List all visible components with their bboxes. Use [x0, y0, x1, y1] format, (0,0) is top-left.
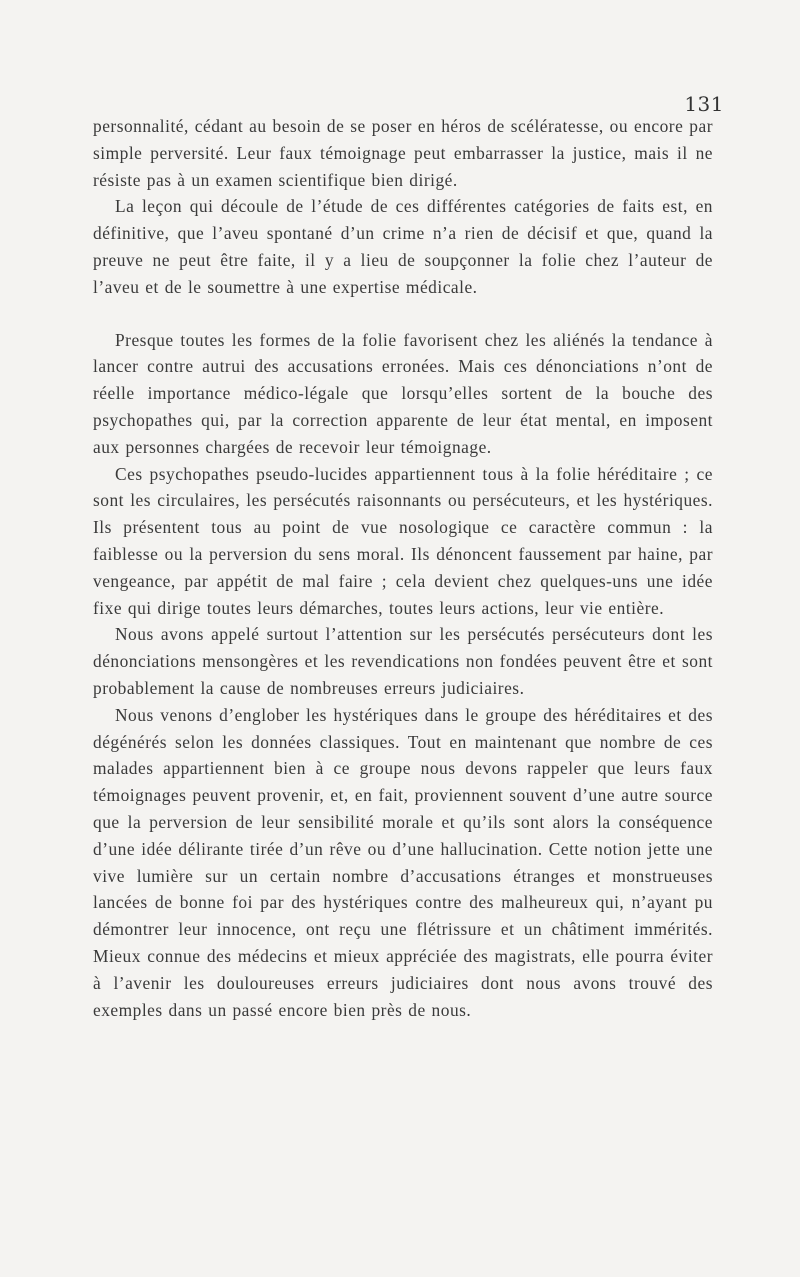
paragraph-hysteriques: Nous venons d’englober les hystériques dans le groupe des héréditaires et des dégénérés selon les données classiques. Tout en maintenant que nombre de ces malades appartiennent bien à ce groupe nous devons rappeler que leurs faux témoignages peuvent provenir, et, en fait, proviennent souvent d’une autre source que la perversion de leur sensibilité morale et qu’ils sont alors la conséquence d’une idée délirante tirée d’un rêve ou d’une hallucination. Cette notion jette une vive lumière sur un certain nombre d’accusations étranges et monstrueuses lancées de bonne foi par des hystériques contre des malheureux qui, n’ayant pu démontrer leur innocence, ont reçu une flétrissure et un châtiment immérités. Mieux connue des médecins et mieux appréciée des magistrats, elle pourra éviter à l’avenir les douloureuses erreurs judiciaires dont nous avons trouvé des exemples dans un passé encore bien près de nous.	[93, 704, 713, 1020]
body-text	[93, 113, 713, 1023]
paragraph-continuation: personnalité, cédant au besoin de se poser en héros de scélératesse, ou encore par simple perversité. Leur faux témoignage peut embarrasser la justice, mais il ne résiste pas à un examen scientifique bien dirigé.	[93, 116, 713, 190]
paragraph-psychopathes: Ces psychopathes pseudo-lucides appartiennent tous à la folie héréditaire ; ce sont les circulaires, les persécutés raisonnants ou persécuteurs, et les hystériques. Ils présentent tous au point de vue nosologique ce caractère commun : la faiblesse ou la perversion du sens moral. Ils dénoncent faussement par haine, par vengeance, par appétit de mal faire ; cela devient chez quelques-uns une idée fixe qui dirige toutes leurs démarches, toutes leurs actions, leur vie entière.	[93, 463, 713, 618]
paragraph-formes-folie: Presque toutes les formes de la folie favorisent chez les aliénés la tendance à lancer contre autrui des accusations erronées. Mais ces dénonciations n’ont de réelle importance médico-légale que lorsqu’elles sortent de la bouche des psychopathes qui, par la correction apparente de leur état mental, en imposent aux personnes chargées de recevoir leur témoignage.	[93, 329, 713, 457]
paragraph-persecutes: Nous avons appelé surtout l’attention sur les persécutés persécuteurs dont les dénonciations mensongères et les revendications non fondées peuvent être et sont probablement la cause de nombreuses erreurs judiciaires.	[93, 624, 713, 698]
paragraph-lecon: La leçon qui découle de l’étude de ces différentes catégories de faits est, en définitive, que l’aveu spontané d’un crime n’a rien de décisif et que, quand la preuve ne peut être faite, il y a lieu de soupçonner la folie chez l’auteur de l’aveu et de le soumettre à une expertise médicale.	[93, 196, 713, 297]
page-number: 131	[684, 92, 724, 116]
